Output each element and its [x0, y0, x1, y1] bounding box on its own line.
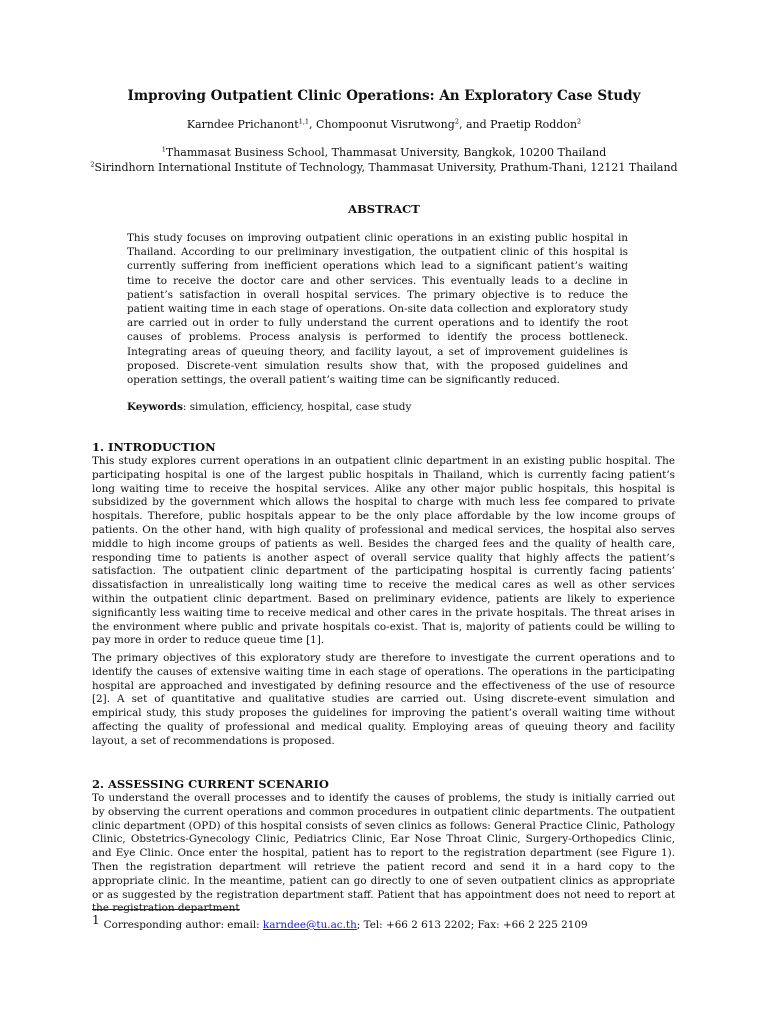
- footnote-suffix: ; Tel: +66 2 613 2202; Fax: +66 2 225 2109: [356, 919, 588, 931]
- affiliation-line: [60, 145, 708, 160]
- keywords-label: Keywords: [127, 401, 183, 413]
- author-name: Praetip Roddon: [490, 118, 578, 131]
- abstract-heading: ABSTRACT: [348, 202, 420, 216]
- keywords-text: : simulation, efficiency, hospital, case study: [182, 401, 412, 413]
- section-heading: 1. INTRODUCTION: [92, 440, 216, 454]
- author-superscript: 2: [454, 117, 459, 126]
- body-paragraph: This study explores current operations in an outpatient clinic department in an existing public hospital. The participating hospital is one of the largest public hospitals in Thailand, which is currently facing patient’s long waiting time to receive the hospital services. Alike any other major public hospitals, this hospital is subsidized by the government which allows the hospital to charge with much less fee compared to private hospitals. Therefore, public hospitals appear to be the only place affordable by the low income groups of patients. On the other hand, with high quality of professional and medical services, the hospital also serves middle to high income groups of patients as well. Besides the charged fees and the quality of health care, responding time to patients is another aspect of overall service quality that highly affects the patient’s satisfaction. The outpatient clinic department of the participating hospital is currently facing patients’ dissatisfaction in unrealistically long waiting time to receive the medical cares as well as other services within the outpatient clinic department. Based on preliminary evidence, patients are likely to experience significantly less waiting time to receive medical and other cares in the private hospitals. The threat arises in the environment where public and private hospitals co-exist. That is, majority of patients could be willing to pay more in order to reduce queue time [1].: [92, 455, 675, 647]
- affiliation-line: [60, 160, 708, 175]
- author-line: [60, 117, 708, 133]
- abstract-text: This study focuses on improving outpatient clinic operations in an existing public hospital in Thailand. According to our preliminary investigation, the outpatient clinic of this hospital is currently suffering from inefficient operations which lead to a significant patient’s waiting time to receive the doctor care and other services. This eventually leads to a decline in patient’s satisfaction in overall hospital services. The primary objective is to reduce the patient waiting time in each stage of operations. On-site data collection and exploratory study are carried out in order to fully understand the current operations and to identify the root causes of problems. Process analysis is performed to identify the process bottleneck. Integrating areas of queuing theory, and facility layout, a set of improvement guidelines is proposed. Discrete-vent simulation results show that, with the proposed guidelines and operation settings, the overall patient’s waiting time can be significantly reduced.: [127, 232, 628, 387]
- paper-title: Improving Outpatient Clinic Operations: An Exploratory Case Study: [127, 88, 641, 104]
- footnote: [92, 913, 675, 932]
- author-email-link[interactable]: karndee@tu.ac.th: [262, 919, 357, 931]
- author-superscript: 2: [577, 117, 582, 126]
- footnote-divider: [92, 909, 240, 910]
- author-separator: ,: [309, 118, 313, 131]
- affiliation-superscript: 2: [90, 160, 95, 169]
- affiliations: [60, 145, 708, 175]
- section-heading: 2. ASSESSING CURRENT SCENARIO: [92, 777, 329, 791]
- affiliation-superscript: 1: [161, 145, 166, 154]
- affiliation-text: Thammasat Business School, Thammasat University, Bangkok, 10200 Thailand: [165, 146, 607, 159]
- author-separator: , and: [458, 118, 491, 131]
- keywords-line: [127, 400, 628, 414]
- affiliation-text: Sirindhorn International Institute of Technology, Thammasat University, Prathum-Thani, 12121 Thailand: [94, 161, 678, 174]
- footnote-mark: 1: [92, 913, 100, 927]
- author-superscript: 1,1: [298, 117, 310, 126]
- body-paragraph: The primary objectives of this exploratory study are therefore to investigate the current operations and to identify the causes of extensive waiting time in each stage of operations. The operations in the participating hospital are approached and investigated by defining resource and the effectiveness of the use of resource [2]. A set of quantitative and qualitative studies are carried out. Using discrete-event simulation and empirical study, this study proposes the guidelines for improving the patient’s overall waiting time without affecting the quality of professional and medical quality. Employing areas of queuing theory and facility layout, a set of recommendations is proposed.: [92, 652, 675, 747]
- author-name: Karndee Prichanont: [186, 118, 299, 131]
- author-name: Chompoonut Visrutwong: [316, 118, 455, 131]
- body-paragraph: To understand the overall processes and to identify the causes of problems, the study is initially carried out by observing the current operations and common procedures in outpatient clinic departments. The outpatient clinic department (OPD) of this hospital consists of seven clinics as follows: General Practice Clinic, Pathology Clinic, Obstetrics-Gynecology Clinic, Pediatrics Clinic, Ear Nose Throat Clinic, Surgery-Orthopedics Clinic, and Eye Clinic. Once enter the hospital, patient has to report to the registration department (see Figure 1). Then the registration department will retrieve the patient record and send it in a hard copy to the appropriate clinic. In the meantime, patient can go directly to one of seven outpatient clinics as appropriate or as suggested by the registration department staff. Patient that has appointment does not need to report at: [92, 792, 675, 901]
- footnote-prefix: Corresponding author: email:: [103, 919, 263, 931]
